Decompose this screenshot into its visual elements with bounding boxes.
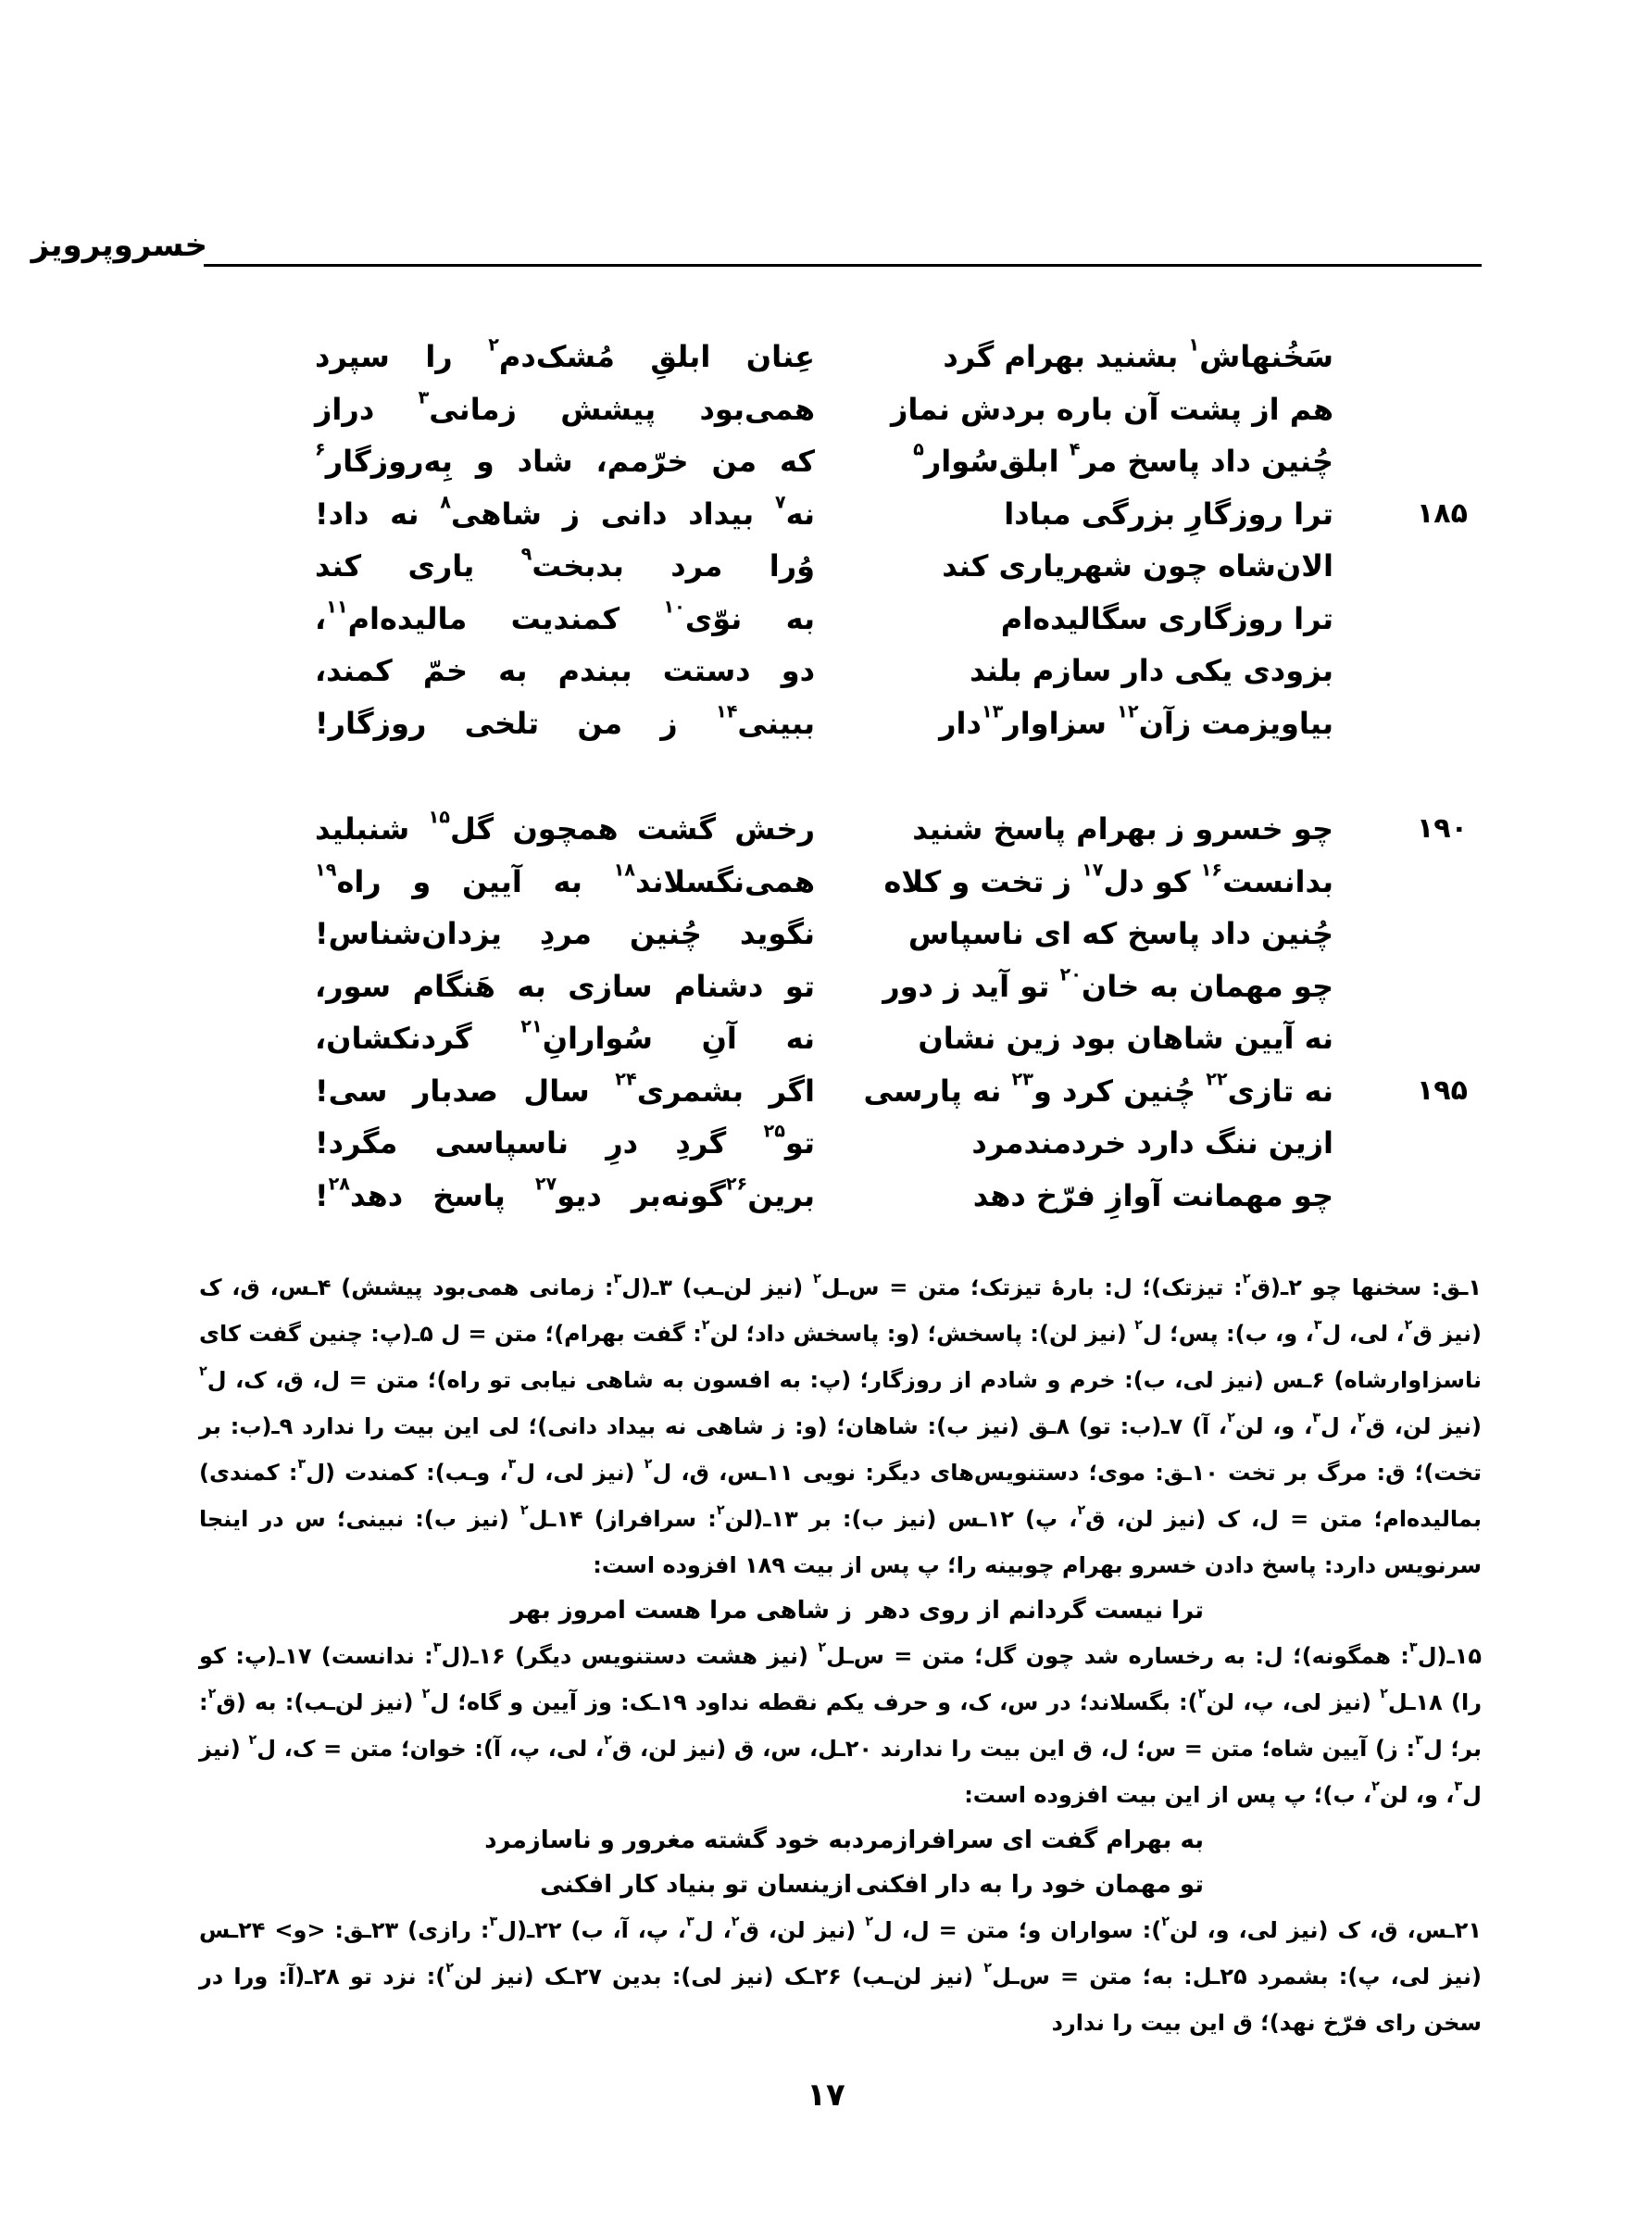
verse-line — [315, 1173, 1482, 1225]
added-verse-2a — [199, 1818, 1482, 1863]
added-verse-1-left: ز شاهی مرا هست امروز بهر — [510, 1597, 852, 1625]
hemistich-first: نه تازی$^{۲۲}$ چُنین کرد و$^{۲۳}$ نه پارسی — [863, 1068, 1333, 1109]
hemistich-first: ترا روزگارِ بزرگی مبادا — [1004, 496, 1333, 532]
hemistich-second: برین$^{۲۶}$گونه‌بر دیو$^{۲۷}$ پاسخ دهد$^{۲۸}$! — [315, 1173, 815, 1213]
hemistich-first: بدانست$^{۱۶}$ کو دل$^{۱۷}$ ز تخت و کلاه — [883, 859, 1333, 899]
stanza-2 — [315, 806, 1482, 1224]
verse-line — [315, 647, 1482, 700]
verse-line — [315, 859, 1482, 911]
verse-line — [315, 596, 1482, 648]
hemistich-second: همی‌نگسلاند$^{۱۸}$ به آیین و راه$^{۱۹}$ — [315, 859, 815, 899]
hemistich-second: دو دستت ببندم به خمّ کمند، — [315, 653, 815, 688]
added-verse-1-right: ترا نیست گردانم از روی دهر — [866, 1597, 1204, 1625]
verse-line — [315, 910, 1482, 963]
verse-line — [315, 1120, 1482, 1173]
hemistich-second: ببینی$^{۱۴}$ ز من تلخی روزگار! — [315, 700, 815, 741]
verse-line — [315, 1068, 1482, 1121]
hemistich-first: ترا روزگاری سگالیده‌ام — [1000, 600, 1333, 636]
verse-line — [315, 806, 1482, 859]
hemistich-second: نه$^۷$ بیداد دانی ز شاهی$^۸$ نه داد! — [315, 491, 816, 532]
hemistich-second: نه آنِ سُوارانِ$^{۲۱}$ گردنکشان، — [315, 1015, 816, 1056]
footnote-block-1: ۱ـق: سخنها چو ۲ـ(ق$^۲$: تیزتک)؛ ل: بارهٔ تیزتک؛ متن = س‌ـل$^۲$ (نیز لن‌ـب) ۳ـ(ل$^۳$: زمانی همی‌بود پیشش) ۴ـس، ق، ک (نیز ق$^۲$، لی، ل$^۳$، و، ب): پس؛ ل$^۲$ (نیز لن): پاسخش؛ (و: پاسخش داد؛ لن$^۲$: گفت بهرام)؛ متن = ل ۵ـ(پ: چنین گفت کای ناسزاوارشاه) ۶ـس (نیز لی، ب): خرم و شادم از روزگار؛ (پ: به افسون به شاهی نیابی تو راه)؛ متن = ل، ق، ک، ل$^۲$ (نیز لن، ق$^۲$، ل$^۳$، و، لن$^۲$، آ) ۷ـ(ب: تو) ۸ـق (نیز ب): شاهان؛ (و: ز شاهی نه بیداد دانی)؛ لی این بیت را ندارد ۹ـ(ب: بر تخت)؛ ق: مرگ بر تخت ۱۰ـق: موی؛ دستنویس‌های دیگر: نویی ۱۱ـس، ق، ل$^۲$ (نیز لی، ل$^۳$، و‌ـب): کمندت (ل$^۳$: کمندی) بمالیده‌ام؛ متن = ل، ک (نیز لن، ق$^۲$، پ) ۱۲ـس (نیز ب): بر ۱۳ـ(لن$^۲$: سرافراز) ۱۴ـل$^۲$ (نیز ب): نبینی؛ س در اینجا سرنویس دارد: پاسخ دادن خسرو بهرام چوبینه را؛ پ پس از بیت ۱۸۹ افزوده است: — [199, 1272, 1483, 1578]
added-verse-2a-right: به بهرام گفت ای سرافرازمرد — [851, 1826, 1204, 1854]
hemistich-first: بیاویزمت زآن$^{۱۲}$ سزاوار$^{۱۳}$دار — [939, 700, 1333, 741]
hemistich-second: عِنان ابلقِ مُشک‌دم$^۲$ را سپرد — [315, 333, 815, 374]
verse-number: ۱۹۵ — [1417, 1073, 1468, 1107]
header-rule — [204, 264, 1482, 267]
hemistich-second: وُرا مرد بدبخت$^۹$ یاری کند — [315, 543, 815, 584]
verse-line — [315, 333, 1482, 386]
hemistich-first: چو مهمانت آوازِ فرّخ دهد — [972, 1177, 1333, 1213]
added-verse-2b-right: تو مهمان خود را به دار افکنی — [855, 1871, 1204, 1899]
hemistich-second: تو$^{۲۵}$ گردِ درِ ناسپاسی مگرد! — [315, 1120, 815, 1161]
hemistich-second: اگر بشمری$^{۲۴}$ سال صدبار سی! — [315, 1068, 816, 1109]
added-verse-2b-left: ازینسان تو بنیاد کار افکنی — [540, 1871, 852, 1899]
stanza-1 — [315, 333, 1482, 752]
verse-number: ۱۹۰ — [1417, 812, 1468, 845]
running-header-title: خسروپرویز — [31, 227, 207, 264]
verse-number: ۱۸۵ — [1417, 496, 1468, 530]
hemistich-first: هم از پشت آن باره بردش نماز — [891, 391, 1333, 427]
hemistich-second: نگوید چُنین مردِ یزدان‌شناس! — [315, 916, 815, 951]
hemistich-second: که من خرّمم، شاد و بِه‌روزگار$^۶$ — [315, 438, 815, 479]
hemistich-first: ازین ننگ دارد خردمندمرد — [971, 1125, 1333, 1161]
added-verse-2a-left: به خود گشته مغرور و ناسازمرد — [484, 1826, 852, 1854]
hemistich-first: چو خسرو ز بهرام پاسخ شنید — [912, 811, 1333, 847]
hemistich-second: همی‌بود پیشش زمانی$^۳$ دراز — [315, 386, 816, 427]
hemistich-first: سَخُنهاش$^۱$ بشنید بهرام گرد — [943, 333, 1333, 374]
hemistich-first: چُنین داد پاسخ مر$^۴$ ابلق‌سُوار$^۵$ — [913, 438, 1333, 479]
hemistich-first: چُنین داد پاسخ که ای ناسپاس — [907, 916, 1333, 951]
footnote-block-3: ۲۱ـس، ق، ک (نیز لی، و، لن$^۲$): سواران و؛ متن = ل، ل$^۲$ (نیز لن، ق$^۲$، ل$^۳$، پ، آ، ب) ۲۲ـ(ل$^۳$: رازی) ۲۳ـق: <و> ۲۴ـس (نیز لی، پ): بشمرد ۲۵ـل: به؛ متن = س‌ـل$^۲$ (نیز لن‌ـب) ۲۶ـک (نیز لی): بدین ۲۷ـک (نیز لن$^۲$): نزد تو ۲۸ـ(آ: ورا در سخن رای فرّخ نهد)؛ ق این بیت را ندارد — [199, 1914, 1483, 2036]
hemistich-second: رخش گشت همچون گل$^{۱۵}$ شنبلید — [315, 806, 816, 847]
hemistich-second: تو دشنام سازی به هَنگام سور، — [315, 968, 815, 1004]
footnotes — [199, 1264, 1482, 2046]
added-verse-1 — [199, 1588, 1482, 1633]
hemistich-first: الان‌شاه چون شهریاری کند — [942, 548, 1333, 584]
verse-line — [315, 386, 1482, 439]
hemistich-second: به نوّی$^{۱۰}$ کمندیت مالیده‌ام$^{۱۱}$، — [315, 596, 815, 636]
hemistich-first: چو مهمان به خان$^{۲۰}$ تو آید ز دور — [882, 963, 1333, 1004]
verse-line — [315, 963, 1482, 1016]
verse-line — [315, 700, 1482, 753]
footnote-block-2: ۱۵ـ(ل$^۳$: همگونه)؛ ل: به رخساره شد چون گل؛ متن = س‌ـل$^۲$ (نیز هشت دستنویس دیگر) ۱۶ـ(ل$^۳$: ندانست) ۱۷ـ(پ: کو را) ۱۸ـل$^۲$ (نیز لی، پ، لن$^۲$): بگسلاند؛ در س، ک، و حرف یکم نقطه نداود ۱۹ـک: وز آیین و گاه؛ ل$^۲$ (نیز لن‌ـب): به (ق$^۲$: بر؛ ل$^۳$: ز) آیین شاه؛ متن = س؛ ل، ق این بیت را ندارند ۲۰ـل، س، ق (نیز لن، ق$^۲$، لی، پ، آ): خوان؛ متن = ک، ل$^۲$ (نیز ل$^۳$، و، لن$^۲$، ب)؛ پ پس از این بیت افزوده است: — [199, 1640, 1483, 1808]
hemistich-first: نه آیین شاهان بود زین نشان — [918, 1021, 1333, 1056]
verse-line — [315, 438, 1482, 491]
verse-line — [315, 1015, 1482, 1068]
verse-line — [315, 491, 1482, 544]
added-verse-2b — [199, 1863, 1482, 1907]
hemistich-first: بزودی یکی دار سازم بلند — [970, 653, 1333, 688]
page-number: ۱۷ — [807, 2077, 845, 2114]
verse-line — [315, 543, 1482, 596]
